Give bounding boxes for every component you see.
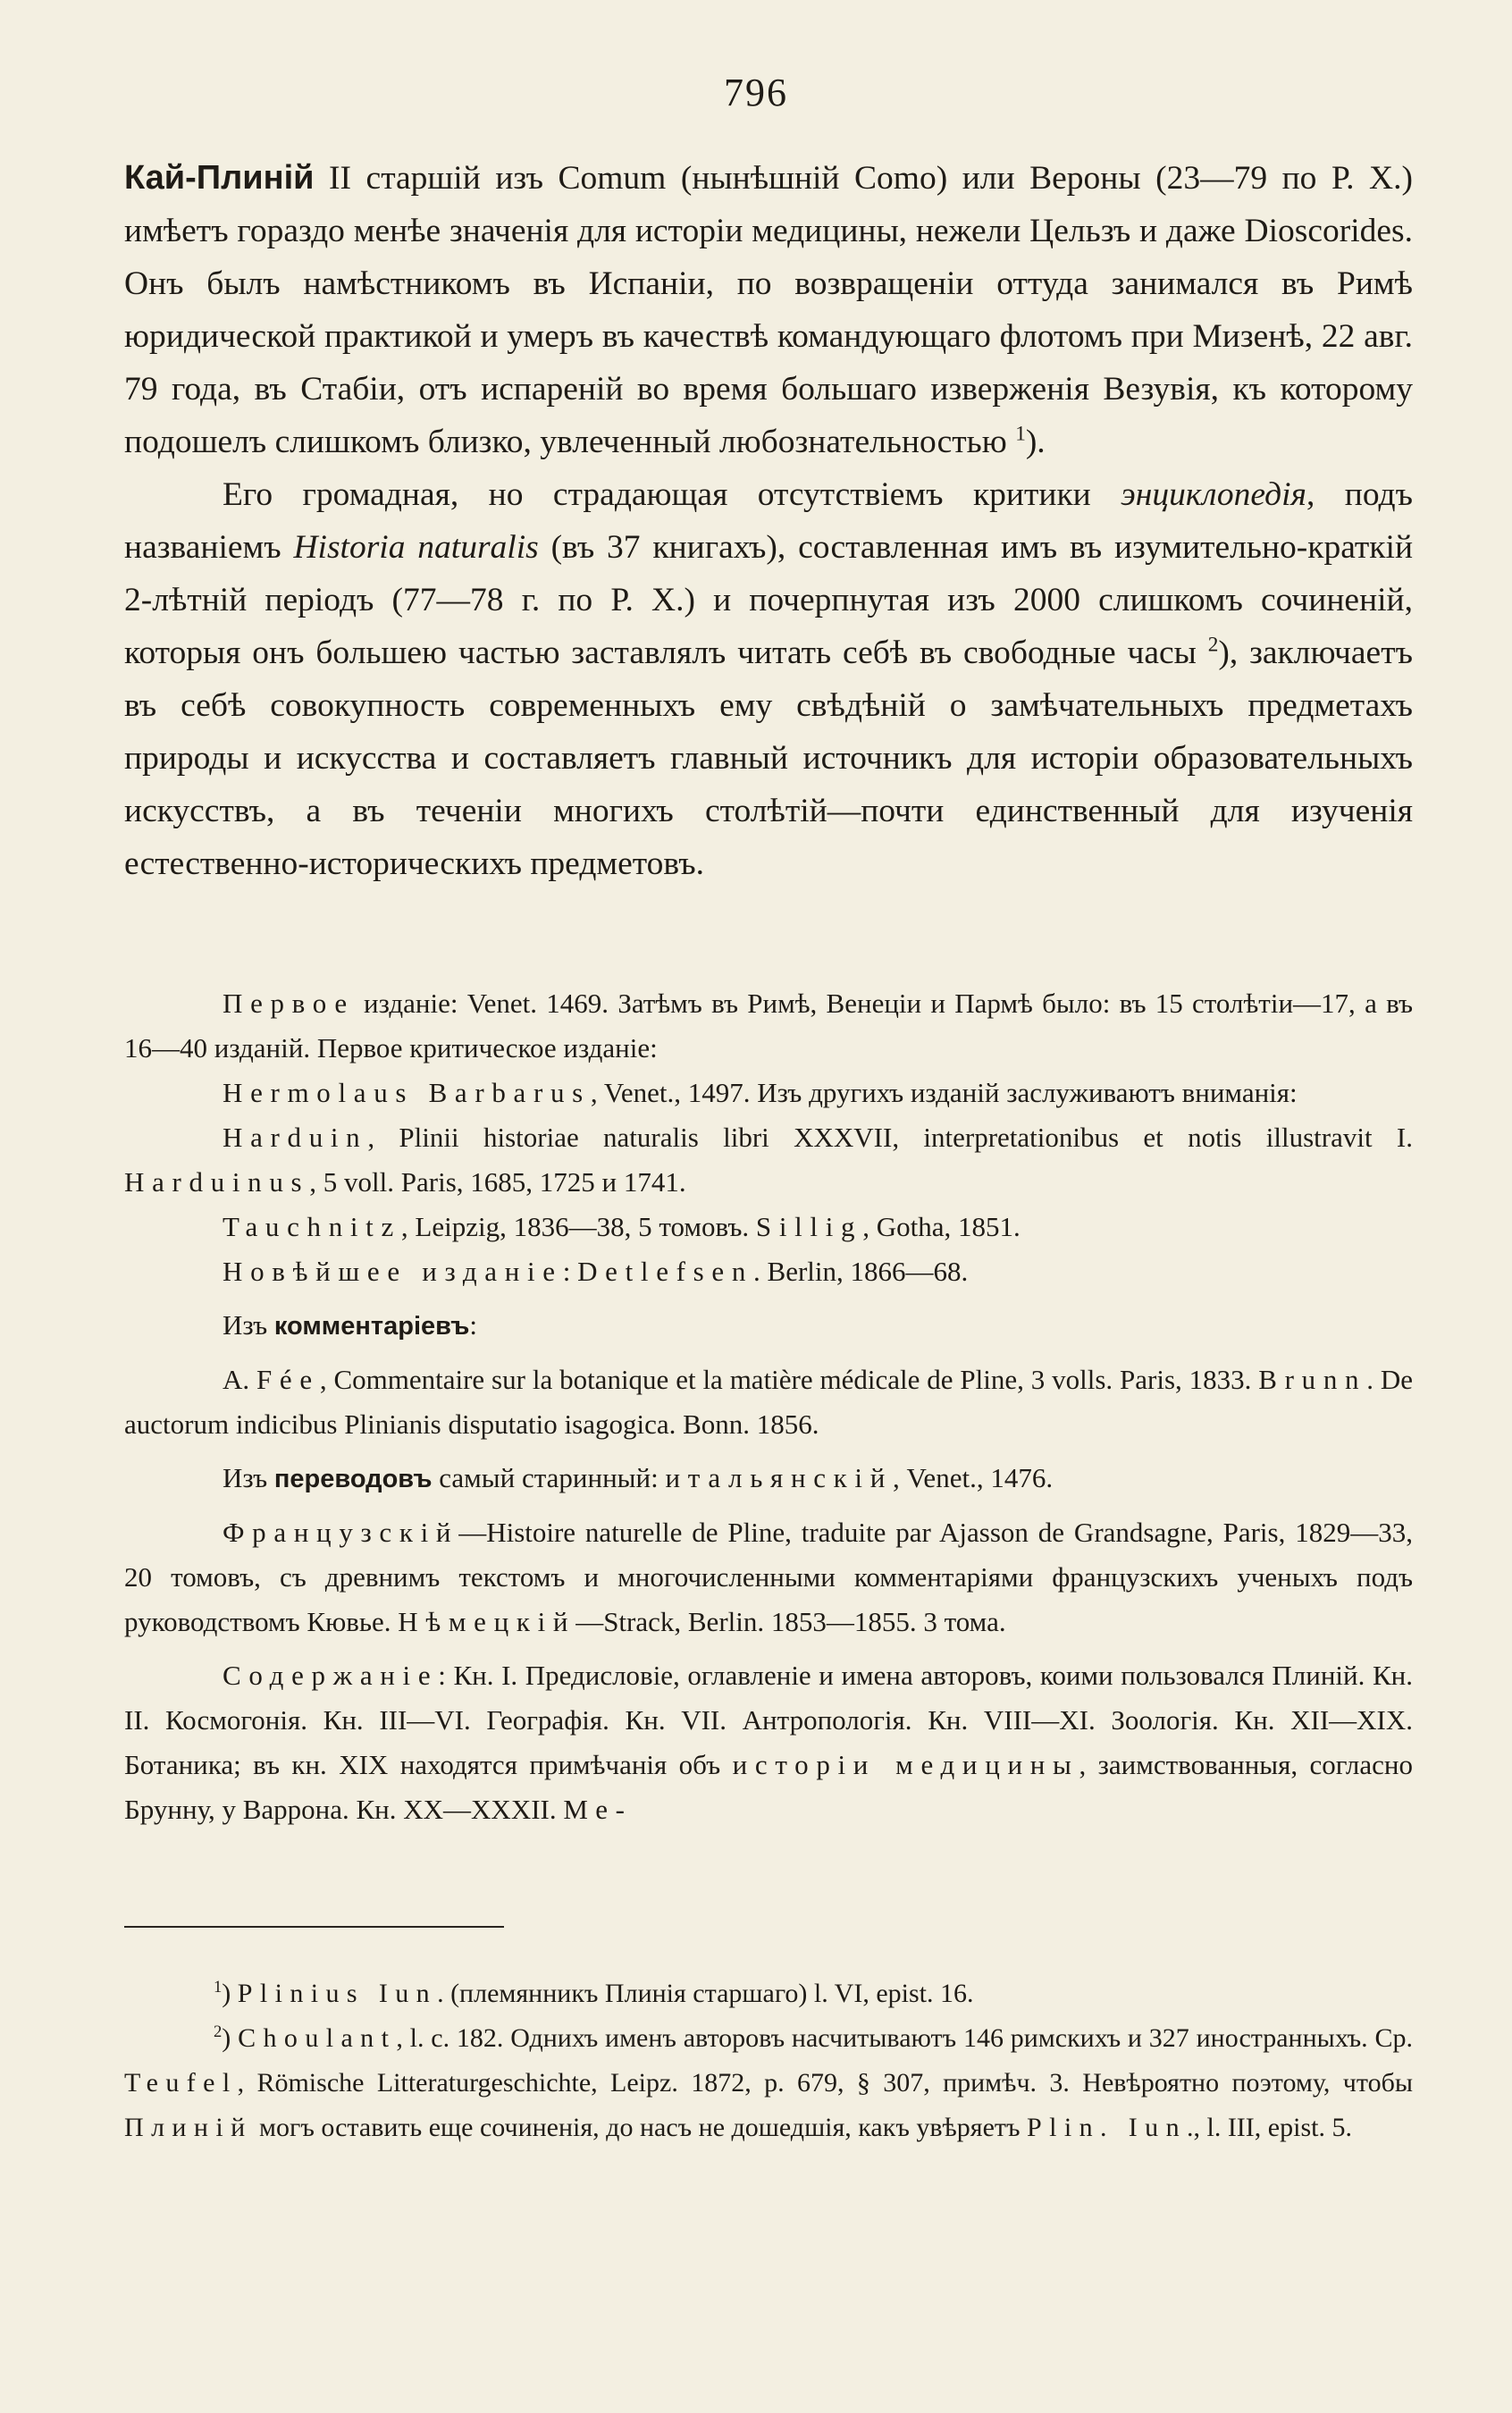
spaced-name: Brunn <box>1258 1364 1367 1395</box>
biblio-text: . De auctorum indicibus Plinianis disputatio isagogica. Bonn. 1856. <box>124 1364 1413 1440</box>
biblio-text: самый старинный: <box>432 1462 666 1493</box>
biblio-tauchnitz <box>124 1205 1413 1249</box>
footnote-marker: 1 <box>214 1978 223 1997</box>
italic-term: энциклопедія <box>1121 476 1306 513</box>
biblio-text: , Plinii historiae naturalis libri XXXVII, interpretationibus et notis illustravit I. <box>367 1122 1413 1153</box>
footnote-text: , l. c. 182. Однихъ именъ авторовъ насчитываютъ 146 римскихъ и 327 иностранныхъ. Ср. <box>396 2023 1414 2053</box>
bold-term: комментаріевъ <box>273 1312 470 1341</box>
footnote-text: ) <box>222 1979 238 2008</box>
biblio-contents <box>124 1653 1413 1832</box>
page-number: 796 <box>724 71 788 114</box>
spaced-term: Нѣмецкій <box>398 1606 576 1637</box>
footnote-text: . (племянникъ Плинія старшаго) l. VI, epist. 16. <box>437 1979 974 2008</box>
spaced-term: Французскій <box>223 1517 459 1548</box>
biblio-text: изданіе: Venet. 1469. Затѣмъ въ Римѣ, Венеціи и Пармѣ было: въ 15 столѣтіи—17, а въ 16—40 изданій. Первое критическое изданіе: <box>124 988 1413 1064</box>
footnote-1 <box>124 1972 1413 2016</box>
spaced-term: Содержаніе <box>223 1660 439 1691</box>
spaced-name: Choulant <box>238 2023 397 2053</box>
biblio-text: —Histoire naturelle de Pline, traduite par Ajasson de Grandsagne, Paris, 1829—33, 20 томовъ, съ древнимъ текстомъ и многочисленными комментаріями французскихъ ученыхъ подъ руководствомъ Кювье. <box>124 1517 1413 1637</box>
biblio-first-edition <box>124 981 1413 1071</box>
spaced-name: Fée <box>256 1364 320 1395</box>
spaced-name: Sillig <box>755 1211 863 1242</box>
biblio-newest-edition <box>124 1249 1413 1294</box>
biblio-fee-brunn <box>124 1358 1413 1447</box>
footnote-ref-2[interactable]: 2 <box>1207 633 1219 657</box>
biblio-hermolaus <box>124 1071 1413 1115</box>
spaced-name: Teufel <box>124 2068 238 2098</box>
main-text <box>124 152 1413 890</box>
biblio-text: , Leipzig, 1836—38, 5 томовъ. <box>400 1211 756 1242</box>
biblio-text: Изъ <box>223 1462 274 1493</box>
biblio-text: : <box>469 1309 478 1341</box>
biblio-french-german <box>124 1510 1413 1644</box>
footnote-marker: 2 <box>214 2022 223 2041</box>
biblio-text: : <box>562 1256 578 1287</box>
biblio-text: A. <box>223 1364 257 1395</box>
author-name: Кай-Плиній <box>124 159 315 197</box>
biblio-harduin <box>124 1115 1413 1205</box>
spaced-term: исторіи медицины <box>732 1749 1079 1780</box>
paragraph-text-end: ). <box>1025 424 1046 460</box>
biblio-commentaries-heading <box>124 1303 1413 1349</box>
biblio-translations <box>124 1456 1413 1501</box>
paragraph-text: II старшій изъ Comum (нынѣшній Como) или Вероны (23—79 по Р. Х.) имѣетъ гораздо менѣе значенія для исторіи медицины, нежели Цельзъ и даже Dioscorides. Онъ былъ намѣстникомъ въ Испаніи, по возвращеніи оттуда занимался въ Римѣ юридической практикой и умеръ въ качествѣ командующаго флотомъ при Мизенѣ, 22 авг. 79 года, въ Стабіи, отъ испареній во время большаго изверженія Везувія, къ которому подошелъ слишкомъ близко, увлеченный любознательностью <box>124 160 1413 460</box>
spaced-name: Plinius Iun <box>237 1979 438 2008</box>
footnote-text: ) <box>222 2023 239 2053</box>
spaced-name: Tauchnitz <box>223 1211 401 1242</box>
biblio-text: , Venet., 1476. <box>892 1462 1054 1493</box>
paragraph-text: , подъ названіемъ <box>124 476 1413 566</box>
paragraph-text: Его громадная, но страдающая отсутствіемъ критики <box>223 476 1121 513</box>
biblio-text: . Berlin, 1866—68. <box>753 1256 969 1287</box>
spaced-name: Plin. Iun <box>1027 2113 1187 2142</box>
spaced-term: Новѣйшее изданіе <box>223 1256 563 1287</box>
bold-term: переводовъ <box>273 1465 433 1493</box>
spaced-name: Detlefsen <box>577 1256 754 1287</box>
biblio-text: Изъ <box>223 1309 274 1341</box>
spaced-term: Первое <box>223 988 355 1019</box>
biblio-text: : Кн. I. Предисловіе, оглавленіе и имена авторовъ, коими пользовался Плиній. Кн. II. Космогонія. Кн. III—VI. Географія. Кн. VII. Антропологія. Кн. VIII—XI. Зоологія. Кн. XII—XIX. Ботаника; въ кн. XIX находятся примѣчанія объ <box>124 1660 1413 1780</box>
paragraph-text: (въ 37 книгахъ), составленная имъ въ изумительно-краткій 2-лѣтній періодъ (77—78 г. по Р. Х.) и почерпнутая изъ 2000 слишкомъ сочиненій, которыя онъ большею частью заставлялъ читать себѣ въ свободные часы <box>124 529 1414 671</box>
spaced-name: Плиній <box>124 2113 253 2142</box>
spaced-term: итальянскій <box>665 1462 893 1493</box>
spaced-name: Hermolaus Barbarus <box>223 1077 591 1108</box>
footnote-divider <box>124 1926 504 1928</box>
footnote-ref-1[interactable]: 1 <box>1015 422 1026 446</box>
spaced-name: Harduin <box>223 1122 368 1153</box>
footnote-text: , Römische Litteraturgeschichte, Leipz. 1872, p. 679, § 307, примѣч. 3. Невѣроятно поэтому, чтобы <box>237 2068 1413 2098</box>
footnote-2 <box>124 2016 1413 2150</box>
spaced-term: Ме- <box>563 1794 633 1825</box>
paragraph-historia-naturalis <box>124 468 1413 890</box>
footnotes <box>124 1972 1413 2150</box>
spaced-name: Harduinus <box>124 1166 310 1198</box>
biblio-text: , Commentaire sur la botanique et la matière médicale de Pline, 3 volls. Paris, 1833. <box>319 1364 1259 1395</box>
biblio-text: —Strack, Berlin. 1853—1855. 3 тома. <box>575 1606 1006 1637</box>
footnote-text: ., l. III, epist. 5. <box>1186 2113 1352 2142</box>
footnote-text: могъ оставить еще сочиненія, до насъ не дошедшія, какъ увѣряетъ <box>252 2113 1028 2142</box>
paragraph-pliny-bio <box>124 152 1413 468</box>
paragraph-text-end: ), заключаетъ въ себѣ совокупность современныхъ ему свѣдѣній о замѣчательныхъ предметахъ природы и искусства и составляетъ главный источникъ для исторіи образовательныхъ искусствъ, а въ теченіи многихъ столѣтій—почти единственный для изученія естественно-историческихъ предметовъ. <box>124 635 1413 882</box>
book-title: Historia naturalis <box>293 529 539 566</box>
bibliography-section <box>124 981 1413 1832</box>
biblio-text: , Venet., 1497. Изъ другихъ изданій заслуживаютъ вниманія: <box>590 1077 1298 1108</box>
biblio-text: , 5 voll. Paris, 1685, 1725 и 1741. <box>309 1166 686 1198</box>
biblio-text: , заимствованныя, согласно Брунну, у Варрона. Кн. XX—XXXII. <box>124 1749 1414 1825</box>
biblio-text: , Gotha, 1851. <box>862 1211 1021 1242</box>
